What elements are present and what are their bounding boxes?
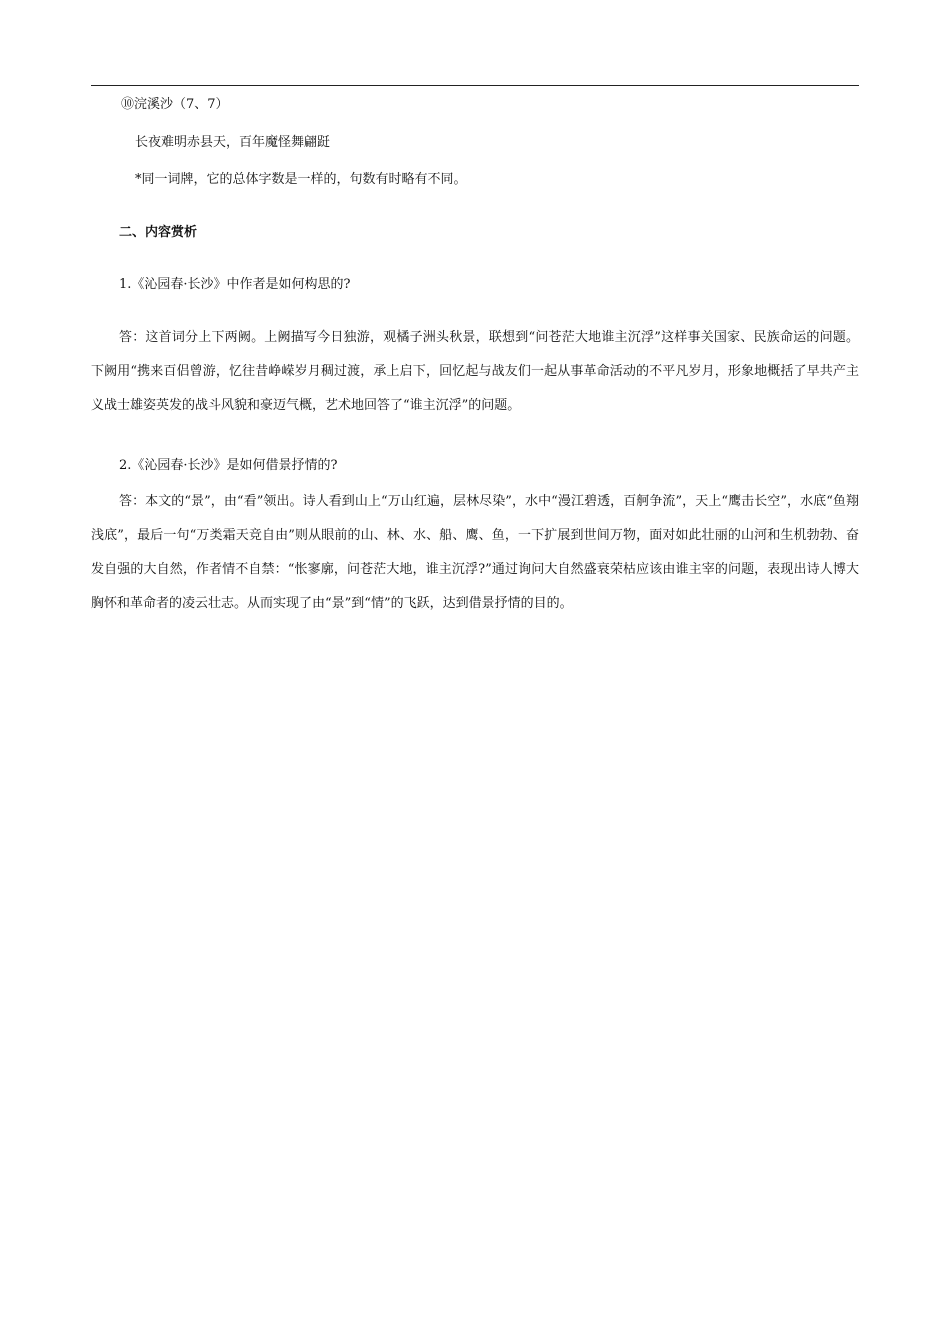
answer-1: 答：这首词分上下两阙。上阙描写今日独游，观橘子洲头秋景，联想到“问苍茫大地谁主沉浮”这样事关国家、民族命运的问题。下阙用“携来百侣曾游，忆往昔峥嵘岁月稠过渡，承上启下，回忆起与战友们一起从事革命活动的不平凡岁月，形象地概括了早共产主义战士雄姿英发的战斗风貌和豪迈气概，艺术地回答了“谁主沉浮”的问题。 xyxy=(91,330,859,413)
answer-2: 答：本文的“景”，由“看”领出。诗人看到山上“万山红遍，层林尽染”，水中“漫江碧透，百舸争流”，天上“鹰击长空”，水底“鱼翔浅底”，最后一句“万类霜天竞自由”则从眼前的山、林、水、船、鹰、鱼，一下扩展到世间万物，面对如此壮丽的山河和生机勃勃、奋发自强的大自然，作者情不自禁：“怅寥廓，问苍茫大地，谁主沉浮?”通过询问大自然盛衰荣枯应该由谁主宰的问题，表现出诗人博大胸怀和革命者的凌云壮志。从而实现了由“景”到“情”的飞跃，达到借景抒情的目的。 xyxy=(91,494,859,611)
question-2: 2.《沁园春·长沙》是如何借景抒情的? xyxy=(119,458,338,473)
header-rule xyxy=(91,85,859,86)
poem-form-note: *同一词牌，它的总体字数是一样的，句数有时略有不同。 xyxy=(135,172,467,187)
question-1: 1.《沁园春·长沙》中作者是如何构思的? xyxy=(119,277,351,292)
poem-form-example: 长夜难明赤县天，百年魔怪舞翩跹 xyxy=(135,135,331,150)
section-heading: 二、内容赏析 xyxy=(119,225,198,240)
poem-form-label: ⑩浣溪沙（7、7） xyxy=(121,97,229,112)
